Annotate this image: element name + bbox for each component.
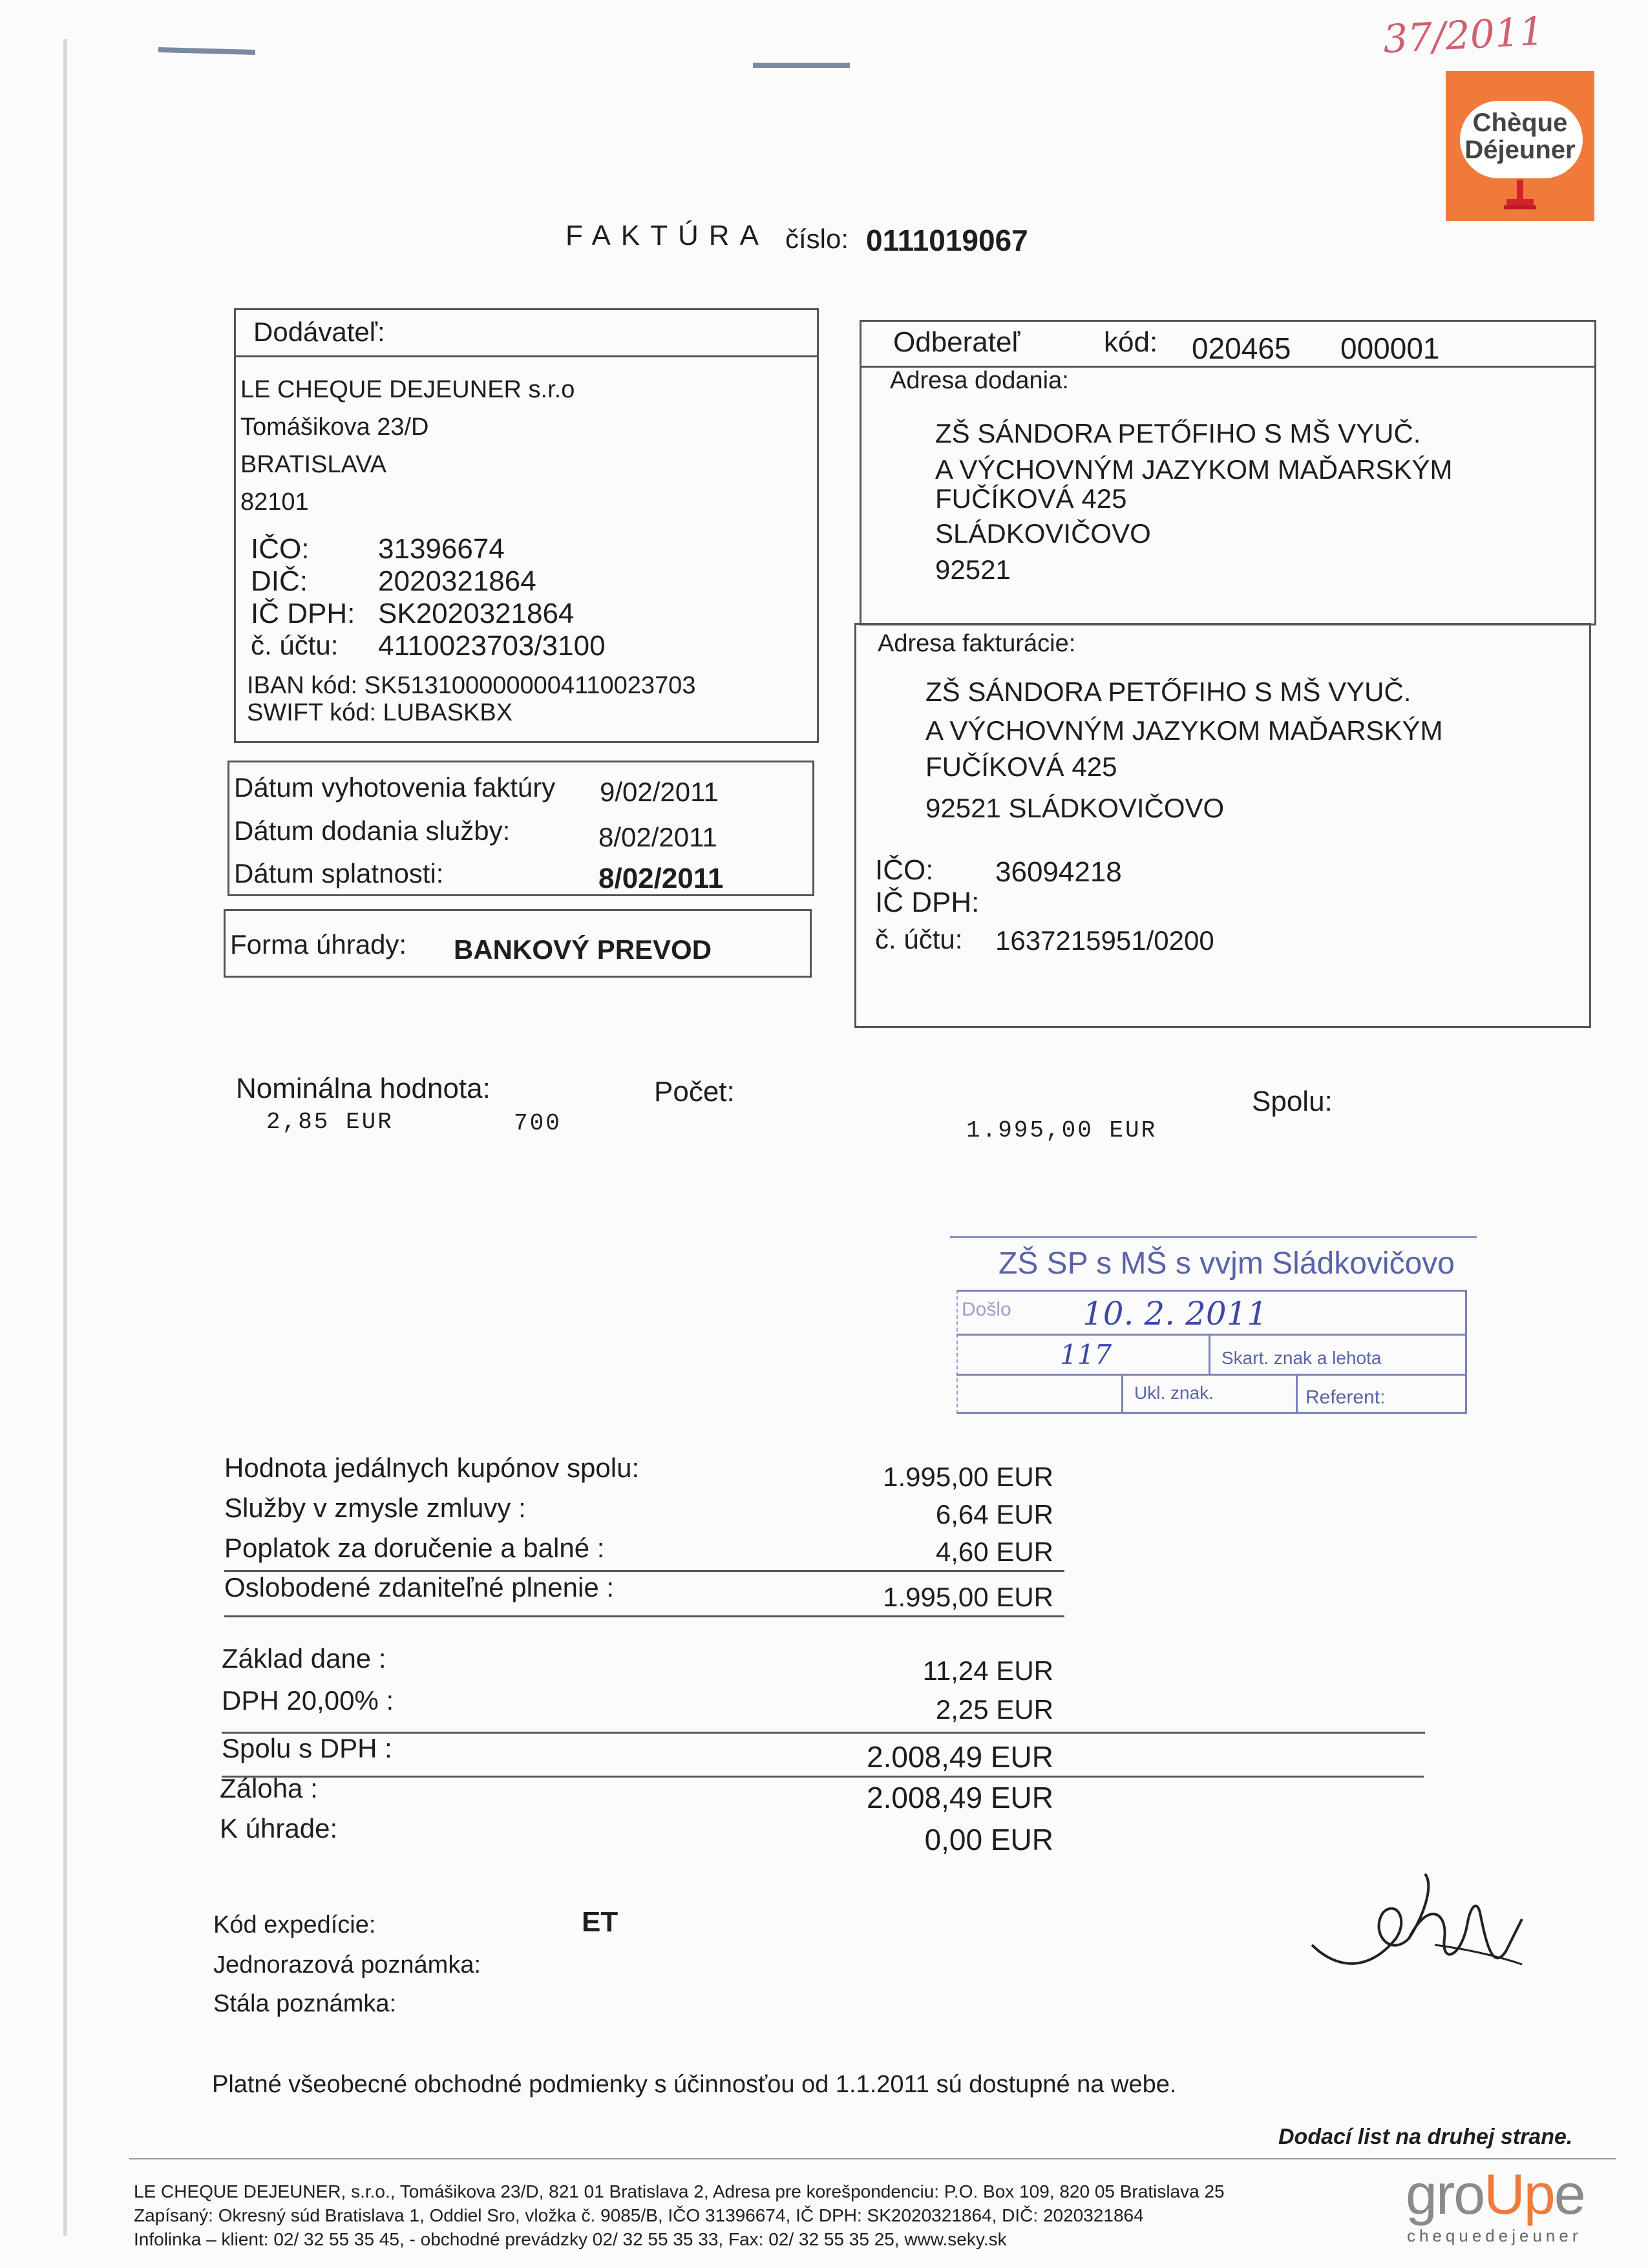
issue-date: 9/02/2011	[600, 777, 719, 807]
supplier-header: Dodávateľ:	[253, 317, 385, 347]
footer-line: Zapísaný: Okresný súd Bratislava 1, Oddiel Sro, vložka č. 9085/B, IČO 31396674, IČ DPH: SK2020321864, DIČ: 2020321864	[134, 2205, 1144, 2225]
delivery-address-line: ZŠ SÁNDORA PETŐFIHO S MŠ VYUČ.	[935, 418, 1421, 448]
invoice-title-word: FAKTÚRA	[565, 220, 769, 251]
supplier-icdph: SK2020321864	[378, 598, 575, 629]
customer-ico: 36094218	[995, 856, 1122, 888]
scan-mark	[158, 47, 255, 55]
groupe-logo-accent: Up	[1484, 2162, 1554, 2226]
delivery-date-label: Dátum dodania služby:	[234, 815, 511, 846]
customer-code-1: 020465	[1192, 331, 1291, 365]
delivery-address-line: SLÁDKOVIČOVO	[935, 518, 1151, 549]
handwritten-reference: 37/2011	[1382, 8, 1545, 63]
logo-fork-icon	[1504, 180, 1536, 213]
delivery-address-line: FUČÍKOVÁ 425	[935, 483, 1127, 514]
supplier-account: 4110023703/3100	[378, 630, 606, 662]
summary-value: 11,24 EUR	[922, 1655, 1053, 1686]
stamp-row-divider	[956, 1374, 1467, 1376]
cheque-dejeuner-logo	[1446, 71, 1594, 221]
supplier-header-divider	[234, 355, 819, 357]
standing-note-label: Stála poznámka:	[213, 1990, 397, 2017]
stamp-received-date: 10. 2. 2011	[1083, 1295, 1268, 1332]
total-divider	[222, 1776, 1424, 1778]
customer-account: 1637215951/0200	[995, 925, 1214, 956]
summary-label: Spolu s DPH :	[222, 1733, 392, 1763]
billing-address-label: Adresa fakturácie:	[878, 630, 1076, 657]
signature	[1299, 1861, 1532, 2003]
count-label: Počet:	[654, 1076, 735, 1108]
customer-code-2: 000001	[1340, 331, 1440, 365]
supplier-zip: 82101	[240, 488, 309, 516]
scan-edge	[63, 39, 67, 2236]
issue-date-label: Dátum vyhotovenia faktúry	[234, 772, 556, 803]
stamp-col-shred: Skart. znak a lehota	[1221, 1348, 1382, 1368]
scan-mark	[753, 63, 850, 68]
customer-ico-label: IČO:	[875, 854, 934, 886]
supplier-city: BRATISLAVA	[240, 451, 386, 478]
stamp-number: 117	[1060, 1339, 1112, 1370]
summary-value: 4,60 EUR	[935, 1537, 1053, 1567]
nominal-value-label: Nominálna hodnota:	[236, 1073, 491, 1104]
groupe-logo-part: gro	[1406, 2162, 1484, 2226]
delivery-address-line: 92521	[935, 554, 1011, 585]
total-divider	[222, 1732, 1425, 1734]
customer-header: Odberateľ	[893, 326, 1020, 358]
footer-divider	[129, 2158, 1616, 2159]
summary-value: 2.008,49 EUR	[867, 1740, 1053, 1774]
supplier-swift: SWIFT kód: LUBASKBX	[247, 699, 513, 726]
summary-value: 1.995,00 EUR	[883, 1582, 1053, 1612]
delivery-address-line: A VÝCHOVNÝM JAZYKOM MAĎARSKÝM	[935, 454, 1453, 485]
stamp-title: ZŠ SP s MŠ s vvjm Sládkovičovo	[998, 1246, 1455, 1281]
summary-value: 1.995,00 EUR	[883, 1462, 1053, 1492]
summary-label: Hodnota jedálnych kupónov spolu:	[224, 1453, 640, 1483]
expedition-code-label: Kód expedície:	[213, 1911, 376, 1938]
due-date: 8/02/2011	[598, 863, 724, 894]
item-count: 700	[514, 1110, 562, 1137]
nominal-value: 2,85 EUR	[266, 1109, 394, 1135]
groupe-logo	[1406, 2161, 1600, 2252]
due-date-label: Dátum splatnosti:	[234, 858, 444, 888]
stamp-col-divider	[1121, 1375, 1123, 1414]
supplier-dic-label: DIČ:	[251, 565, 308, 597]
total-label: Spolu:	[1252, 1086, 1333, 1117]
invoice-number-label: číslo:	[785, 224, 849, 254]
billing-address-line: FUČÍKOVÁ 425	[925, 751, 1117, 782]
stamp-col-divider	[1296, 1375, 1298, 1414]
logo-text-line1: Chèque	[1472, 109, 1568, 137]
payment-method: BANKOVÝ PREVOD	[454, 934, 712, 965]
stamp-row-divider	[956, 1334, 1467, 1336]
summary-label: Oslobodené zdaniteľné plnenie :	[224, 1572, 615, 1602]
payment-label: Forma úhrady:	[230, 929, 407, 960]
supplier-account-label: č. účtu:	[251, 630, 339, 660]
summary-value: 0,00 EUR	[924, 1823, 1053, 1856]
invoice-number: 0111019067	[866, 224, 1028, 257]
delivery-address-label: Adresa dodania:	[890, 367, 1069, 394]
summary-divider	[224, 1615, 1064, 1617]
summary-label: Základ dane :	[222, 1643, 386, 1674]
summary-label: Poplatok za doručenie a balné :	[224, 1533, 605, 1563]
expedition-code: ET	[582, 1906, 618, 1938]
footer-line: Infolinka – klient: 02/ 32 55 35 45, - obchodné prevádzky 02/ 32 55 35 33, Fax: 02/ 32 55 35 25, www.seky.sk	[134, 2229, 1007, 2249]
summary-label: Služby v zmysle zmluvy :	[224, 1493, 526, 1523]
one-time-note-label: Jednorazová poznámka:	[213, 1951, 481, 1979]
groupe-logo-part: e	[1554, 2162, 1585, 2226]
summary-label: K úhrade:	[220, 1813, 338, 1843]
supplier-icdph-label: IČ DPH:	[251, 598, 355, 629]
customer-account-label: č. účtu:	[875, 924, 963, 954]
footer-line: LE CHEQUE DEJEUNER, s.r.o., Tomášikova 23/D, 821 01 Bratislava 2, Adresa pre korešpondenciu: P.O. Box 109, 820 05 Bratislava 25	[134, 2181, 1225, 2201]
supplier-street: Tomášikova 23/D	[240, 414, 429, 441]
summary-value: 6,64 EUR	[935, 1499, 1053, 1529]
stamp-col-filing: Ukl. znak.	[1134, 1383, 1214, 1403]
summary-value: 2,25 EUR	[935, 1694, 1053, 1725]
terms-notice: Platné všeobecné obchodné podmienky s účinnosťou od 1.1.2011 sú dostupné na webe.	[212, 2071, 1177, 2098]
supplier-dic: 2020321864	[378, 565, 536, 597]
item-total: 1.995,00 EUR	[966, 1117, 1157, 1144]
billing-address-line: 92521 SLÁDKOVIČOVO	[925, 793, 1225, 823]
supplier-iban: IBAN kód: SK5131000000004110023703	[247, 672, 696, 699]
customer-icdph-label: IČ DPH:	[875, 887, 980, 918]
delivery-note-notice: Dodací list na druhej strane.	[1278, 2125, 1573, 2149]
summary-value: 2.008,49 EUR	[867, 1781, 1053, 1814]
supplier-ico-label: IČO:	[251, 533, 310, 565]
invoice-title	[565, 220, 769, 252]
stamp-col-referent: Referent:	[1305, 1387, 1386, 1408]
supplier-ico: 31396674	[378, 533, 505, 565]
supplier-name: LE CHEQUE DEJEUNER s.r.o	[240, 376, 575, 403]
delivery-date: 8/02/2011	[598, 822, 717, 852]
billing-address-line: ZŠ SÁNDORA PETŐFIHO S MŠ VYUČ.	[925, 677, 1411, 707]
summary-label: DPH 20,00% :	[222, 1685, 394, 1716]
stamp-col-divider	[1209, 1335, 1210, 1375]
groupe-logo-sub: chequedejeuner	[1407, 2226, 1582, 2245]
summary-label: Záloha :	[220, 1773, 318, 1803]
billing-address-line: A VÝCHOVNÝM JAZYKOM MAĎARSKÝM	[925, 715, 1443, 746]
logo-text-line2: Déjeuner	[1464, 136, 1576, 164]
groupe-logo-wordmark	[1406, 2161, 1585, 2227]
customer-code-label: kód:	[1104, 326, 1158, 358]
stamp-received-label: Došlo	[962, 1299, 1011, 1320]
